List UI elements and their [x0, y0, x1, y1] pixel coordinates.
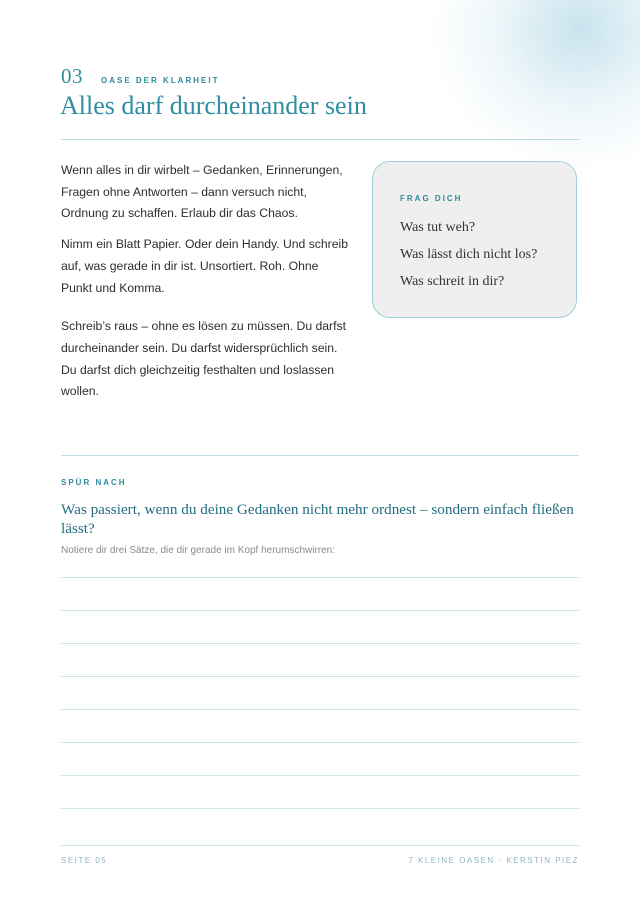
intro-paragraph: Wenn alles in dir wirbelt – Gedanken, Erinnerungen, Fragen ohne Antworten – dann versuch nicht, Ordnung zu schaffen. Erlaub dir das Chaos.: [61, 163, 343, 221]
writing-line[interactable]: [61, 643, 579, 644]
decorative-glow: [430, 0, 640, 170]
question-box: [372, 161, 577, 318]
writing-line[interactable]: [61, 808, 579, 809]
writing-line[interactable]: [61, 775, 579, 776]
question-item: Was lässt dich nicht los?: [400, 247, 538, 262]
writing-line[interactable]: [61, 676, 579, 677]
reflection-hint: Notiere dir drei Sätze, die dir gerade im Kopf herumschwirren:: [61, 545, 336, 556]
writing-line[interactable]: [61, 610, 579, 611]
section-divider: [61, 455, 579, 456]
page-title: Alles darf durcheinander sein: [60, 91, 367, 120]
chapter-header: [61, 64, 219, 89]
reflection-question: Was passiert, wenn du deine Gedanken nicht mehr ordnest – sondern einfach fließen lässt?: [61, 501, 574, 537]
chapter-number: 03: [61, 64, 83, 88]
question-item: Was tut weh?: [400, 220, 476, 235]
reflection-label: SPÜR NACH: [61, 478, 127, 487]
question-box-label: FRAG DICH: [400, 194, 463, 203]
page-number: SEITE 05: [61, 856, 108, 865]
writing-line[interactable]: [61, 709, 579, 710]
intro-paragraph: Nimm ein Blatt Papier. Oder dein Handy. Und schreib auf, was gerade in dir ist. Unsortiert. Roh. Ohne Punkt und Komma.: [61, 237, 348, 295]
intro-paragraph: Schreib’s raus – ohne es lösen zu müssen. Du darfst durcheinander sein. Du darfst widersprüchlich sein. Du darfst dich gleichzeitig festhalten und loslassen wollen.: [61, 319, 346, 399]
intro-text: [61, 160, 351, 403]
writing-line[interactable]: [61, 742, 579, 743]
question-item: Was schreit in dir?: [400, 274, 505, 289]
header-divider: [61, 139, 579, 140]
chapter-label: OASE DER KLARHEIT: [101, 76, 220, 85]
writing-line[interactable]: [61, 577, 579, 578]
writing-line[interactable]: [61, 845, 579, 846]
footer-credit: 7 KLEINE OASEN · KERSTIN PIEZ: [408, 856, 579, 865]
